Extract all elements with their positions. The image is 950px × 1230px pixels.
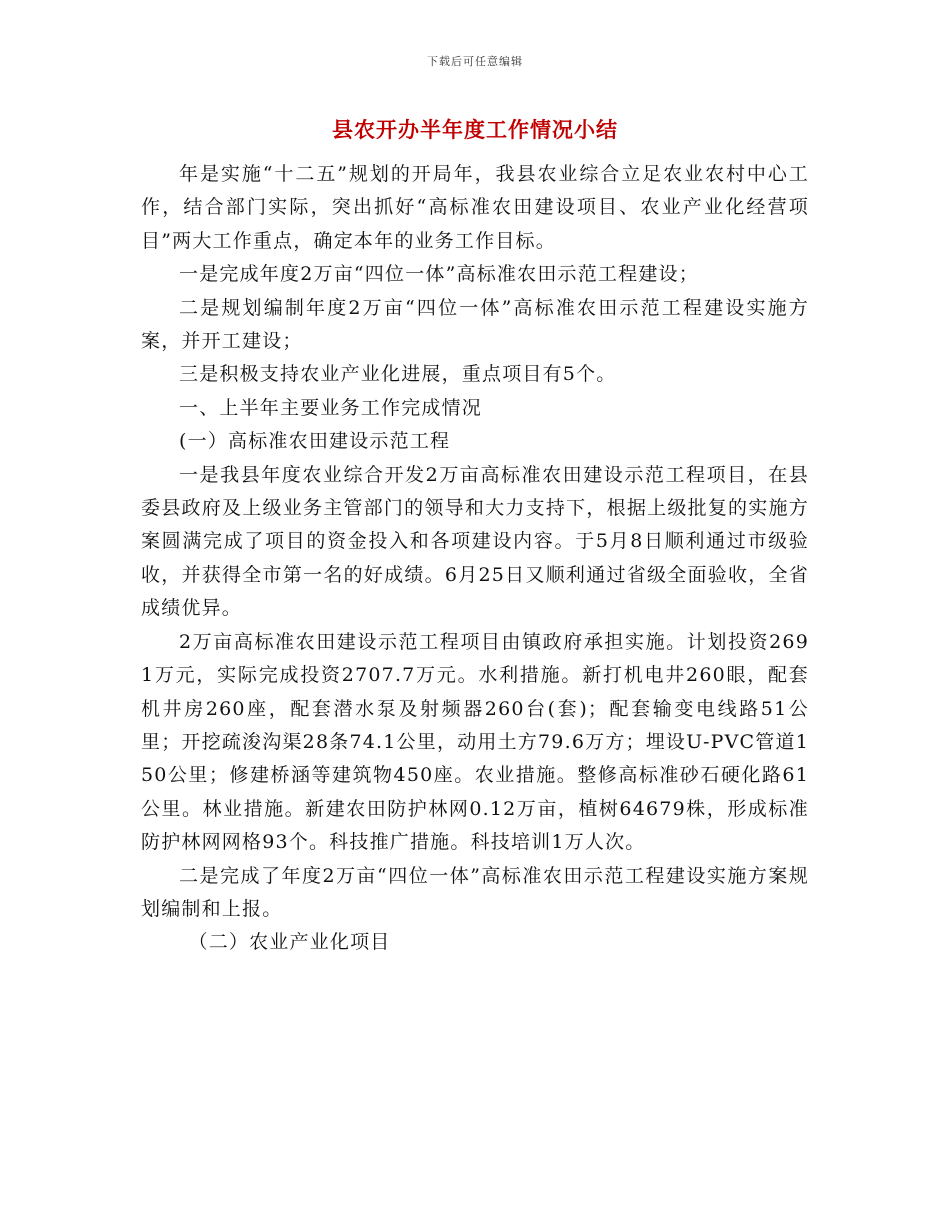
- header-note: 下载后可任意编辑: [427, 55, 523, 68]
- document-title: 县农开办半年度工作情况小结: [332, 117, 618, 142]
- body-paragraph: 二是完成了年度2万亩“四位一体”高标准农田示范工程建设实施方案规划编制和上报。: [141, 864, 809, 920]
- subsection-heading-2: （二）农业产业化项目: [188, 931, 391, 954]
- body-paragraph: 2万亩高标准农田建设示范工程项目由镇政府承担实施。计划投资2691万元，实际完成投资2707.7万元。水利措施。新打机电井260眼，配套机井房260座，配套潜水泵及射频器260台(套)；配套输变电线路51公里；开挖疏浚沟渠28条74.1公里，动用土方79.6万方；埋设U-PVC管道150公里；修建桥涵等建筑物450座。农业措施。整修高标准砂石硬化路61公里。林业措施。新建农田防护林网0.12万亩，植树64679株，形成标准防护林网网格93个。科技推广措施。科技培训1万人次。: [141, 630, 809, 854]
- goal-item-1: 一是完成年度2万亩“四位一体”高标准农田示范工程建设；: [179, 263, 699, 286]
- subsection-heading-1: (一）高标准农田建设示范工程: [179, 430, 451, 453]
- document-body: [141, 158, 809, 960]
- intro-paragraph: 年是实施“十二五”规划的开局年，我县农业综合立足农业农村中心工作，结合部门实际，突出抓好“高标准农田建设项目、农业产业化经营项目”两大工作重点，确定本年的业务工作目标。: [141, 163, 809, 252]
- section-heading-1: 一、上半年主要业务工作完成情况: [179, 396, 483, 419]
- body-paragraph: 一是我县年度农业综合开发2万亩高标准农田建设示范工程项目，在县委县政府及上级业务主管部门的领导和大力支持下，根据上级批复的实施方案圆满完成了项目的资金投入和各项建设内容。于5月8日顺利通过市级验收，并获得全市第一名的好成绩。6月25日又顺利通过省级全面验收，全省成绩优异。: [141, 463, 809, 620]
- goal-item-2: 二是规划编制年度2万亩“四位一体”高标准农田示范工程建设实施方案，并开工建设；: [141, 296, 809, 353]
- goal-item-3: 三是积极支持农业产业化进展，重点项目有5个。: [179, 363, 617, 386]
